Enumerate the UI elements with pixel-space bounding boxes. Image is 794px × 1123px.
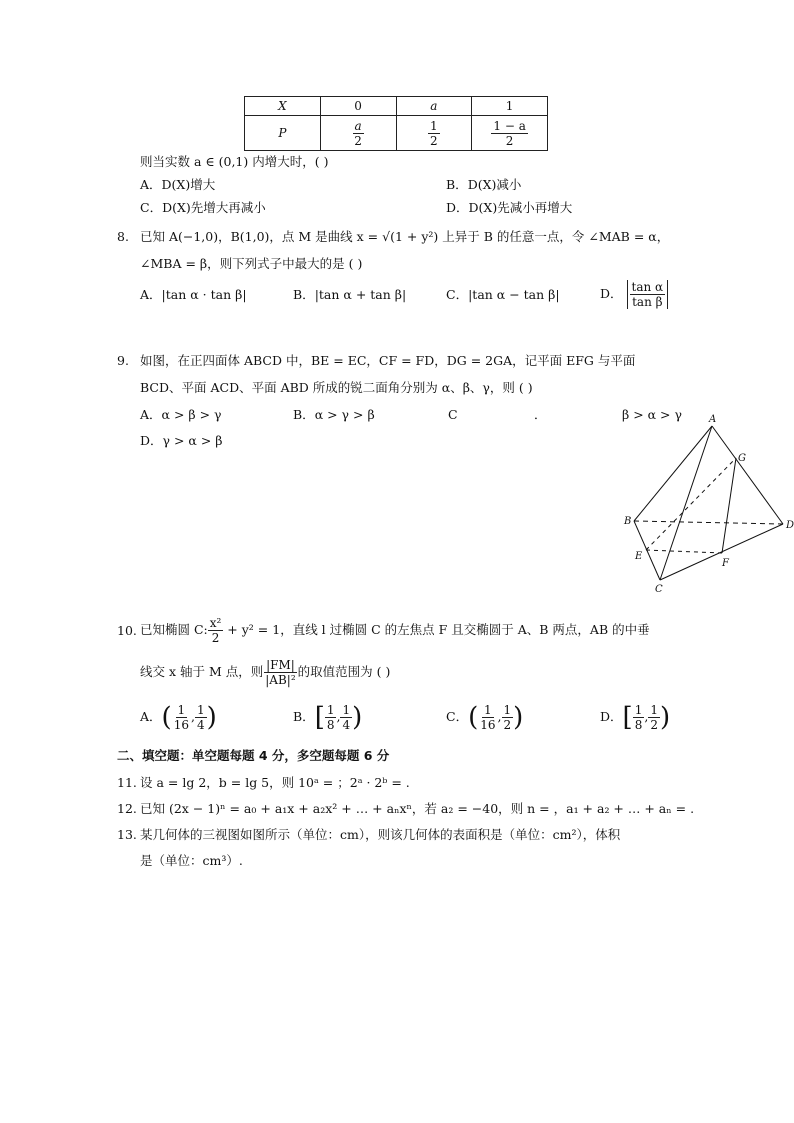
edge-ab: [634, 426, 712, 521]
option-label: A．: [140, 407, 162, 422]
bracket-right: ): [206, 702, 217, 733]
table-cell: [320, 116, 396, 151]
edge-bd: [634, 521, 783, 524]
option-text: D(X)增大: [161, 177, 216, 192]
bracket-left: (: [468, 702, 479, 733]
bracket-right: ): [352, 702, 363, 733]
fraction-denominator: 2: [430, 133, 438, 148]
fraction-numerator: 1: [326, 703, 335, 717]
option-text: D(X)先减小再增大: [468, 200, 573, 215]
fraction-denominator: 8: [326, 718, 335, 732]
option-text: α > β > γ: [161, 407, 222, 422]
fraction-numerator: 1: [503, 703, 512, 717]
vertex-label-b: B: [624, 516, 632, 527]
option-label: C．: [446, 709, 469, 724]
vertex-label-c: C: [655, 584, 663, 595]
table-cell: 0: [320, 97, 396, 116]
q8-option-a: [140, 287, 247, 303]
bracket-right: ): [659, 702, 671, 733]
q8-line2: ∠MBA = β，则下列式子中最大的是 ( ): [140, 256, 363, 271]
edge-ac: [660, 426, 712, 580]
fraction-denominator: 16: [173, 718, 189, 732]
option-label: B．: [293, 287, 315, 302]
fraction-denominator: 4: [342, 718, 351, 732]
option-label: C．: [140, 200, 163, 215]
table-cell: 1: [472, 97, 548, 116]
segment-gf: [722, 458, 736, 553]
fraction-denominator: 2: [505, 133, 514, 148]
option-label: B．: [446, 177, 468, 192]
option-text: |tan α · tan β|: [161, 287, 247, 302]
q9-option-c-text: β > α > γ: [622, 407, 682, 422]
fraction-numerator: 1: [634, 703, 643, 717]
section-heading: 二、填空题：单空题每题 4 分，多空题每题 6 分: [117, 748, 390, 763]
option-label: B．: [293, 709, 315, 724]
option-label: B．: [293, 407, 315, 422]
option-label: C．: [446, 287, 469, 302]
option-text: α > γ > β: [314, 407, 375, 422]
segment-eg: [646, 458, 736, 550]
q10-line2: [140, 652, 390, 692]
fraction-denominator: |AB|²: [265, 673, 296, 687]
fraction-denominator: 2: [354, 133, 362, 148]
fraction-numerator: 1: [177, 703, 186, 717]
fraction-denominator: 4: [196, 718, 205, 732]
q9-option-a: [140, 407, 222, 423]
q11-number: 11.: [117, 775, 137, 790]
vertex-label-d: D: [786, 520, 794, 531]
vertex-label-g: G: [738, 453, 746, 464]
fraction-denominator: 8: [634, 718, 643, 732]
option-text: |tan α + tan β|: [314, 287, 407, 302]
q9-line1: 如图，在正四面体 ABCD 中，BE = EC，CF = FD，DG = 2GA，记平面 EFG 与平面: [140, 353, 636, 368]
q8-option-b: [293, 287, 406, 303]
q13-number: 13.: [117, 827, 137, 842]
option-text: γ > α > β: [162, 433, 223, 448]
q9-option-c-label: C: [448, 407, 458, 422]
q7-option-c: [140, 200, 266, 216]
q9-line2: BCD、平面 ACD、平面 ABD 所成的锐二面角分别为 α、β、γ，则 ( ): [140, 380, 533, 395]
distribution-table: [244, 96, 548, 151]
q10-line1: [140, 612, 650, 648]
table-cell: [472, 116, 548, 151]
q10-line2-text: 的取值范围为 ( ): [297, 664, 391, 679]
q8-option-c: [446, 287, 560, 303]
option-label: A．: [140, 177, 162, 192]
q10-number: 10.: [117, 623, 137, 638]
fraction-denominator: 2: [503, 718, 512, 732]
option-label: D．: [446, 200, 469, 215]
q9-option-b: [293, 407, 375, 423]
fraction-numerator: a: [354, 118, 362, 133]
option-text: D(X)减小: [467, 177, 522, 192]
q9-option-d: [140, 433, 223, 449]
vertex-label-f: F: [722, 558, 729, 569]
q8-line1: 已知 A(−1,0)，B(1,0)，点 M 是曲线 x = √(1 + y²) 上异于 B 的任意一点，令 ∠MAB = α，: [140, 229, 670, 244]
table-cell: P: [245, 116, 321, 151]
q8-number: 8.: [117, 229, 129, 244]
vertex-label-a: A: [709, 414, 717, 425]
q10-option-c: C．( $\frac{1}{16}$ , $\frac{1}{2}$ ): [446, 702, 524, 733]
edge-ad: [712, 426, 783, 524]
option-label: D．: [600, 709, 623, 724]
bracket-left: [: [314, 702, 325, 733]
q9-number: 9.: [117, 353, 129, 368]
fraction-numerator: 1: [342, 703, 351, 717]
q7-option-a: [140, 177, 215, 193]
q10-line1-text: + y² = 1，直线 l 过椭圆 C 的左焦点 F 且交椭圆于 A、B 两点，AB 的中垂: [223, 622, 650, 637]
option-label: A．: [140, 709, 162, 724]
fraction-numerator: 1: [484, 703, 492, 717]
q13-line2: 是（单位：cm³）.: [140, 853, 243, 868]
fraction-numerator: 1 − a: [493, 118, 526, 133]
q10-option-b: B．[ $\frac{1}{8}$ , $\frac{1}{4}$ ): [293, 702, 363, 733]
q11-text: 设 a = lg 2，b = lg 5，则 10ᵃ = ；2ᵃ · 2ᵇ = .: [140, 775, 410, 790]
q7-option-d: [446, 200, 572, 216]
edge-cd: [660, 524, 783, 580]
option-label: D．: [600, 286, 623, 301]
fraction-denominator: 16: [480, 718, 496, 732]
q10-line2-text: 线交 x 轴于 M 点，则: [140, 664, 264, 679]
table-cell: a: [396, 97, 472, 116]
fraction-numerator: x²: [209, 616, 222, 630]
bracket-left: [: [622, 702, 633, 733]
bracket-left: (: [161, 702, 172, 733]
q12-number: 12.: [117, 801, 137, 816]
fraction-numerator: |FM|: [266, 658, 295, 672]
fraction-denominator: 2: [650, 718, 658, 732]
q8-option-d: [600, 276, 668, 312]
fraction-denominator: 2: [211, 631, 220, 645]
tetrahedron-figure: [620, 410, 794, 596]
option-label: A．: [140, 287, 162, 302]
fraction-numerator: 1: [430, 118, 438, 133]
q10-option-a: A．( $\frac{1}{16}$ , $\frac{1}{4}$ ): [140, 702, 217, 733]
abs-fraction: [627, 280, 669, 309]
fraction-numerator: tan α: [631, 280, 664, 294]
q7-option-b: [446, 177, 521, 193]
q9-option-c-dot: ．: [534, 407, 547, 422]
option-text: |tan α − tan β|: [468, 287, 560, 302]
bracket-right: ): [513, 702, 524, 733]
q13-line1: 某几何体的三视图如图所示（单位：cm），则该几何体的表面积是（单位：cm²），体积: [140, 827, 621, 842]
q10-line1-text: 已知椭圆 C:: [140, 622, 208, 637]
fraction-numerator: 1: [650, 703, 658, 717]
table-cell: X: [245, 97, 321, 116]
table-cell: [396, 116, 472, 151]
q7-stem: 则当实数 a ∈ (0,1) 内增大时，( ): [140, 154, 329, 169]
option-label: D．: [140, 433, 163, 448]
q10-option-d: D．[ $\frac{1}{8}$ , $\frac{1}{2}$ ): [600, 702, 671, 733]
vertex-label-e: E: [635, 551, 643, 562]
fraction-numerator: 1: [196, 703, 205, 717]
q12-text: 已知 (2x − 1)ⁿ = a₀ + a₁x + a₂x² + … + aₙxⁿ，若 a₂ = −40，则 n = ，a₁ + a₂ + … + aₙ = .: [140, 801, 695, 816]
fraction-denominator: tan β: [632, 295, 663, 309]
segment-ef: [646, 550, 722, 553]
option-text: D(X)先增大再减小: [162, 200, 266, 215]
